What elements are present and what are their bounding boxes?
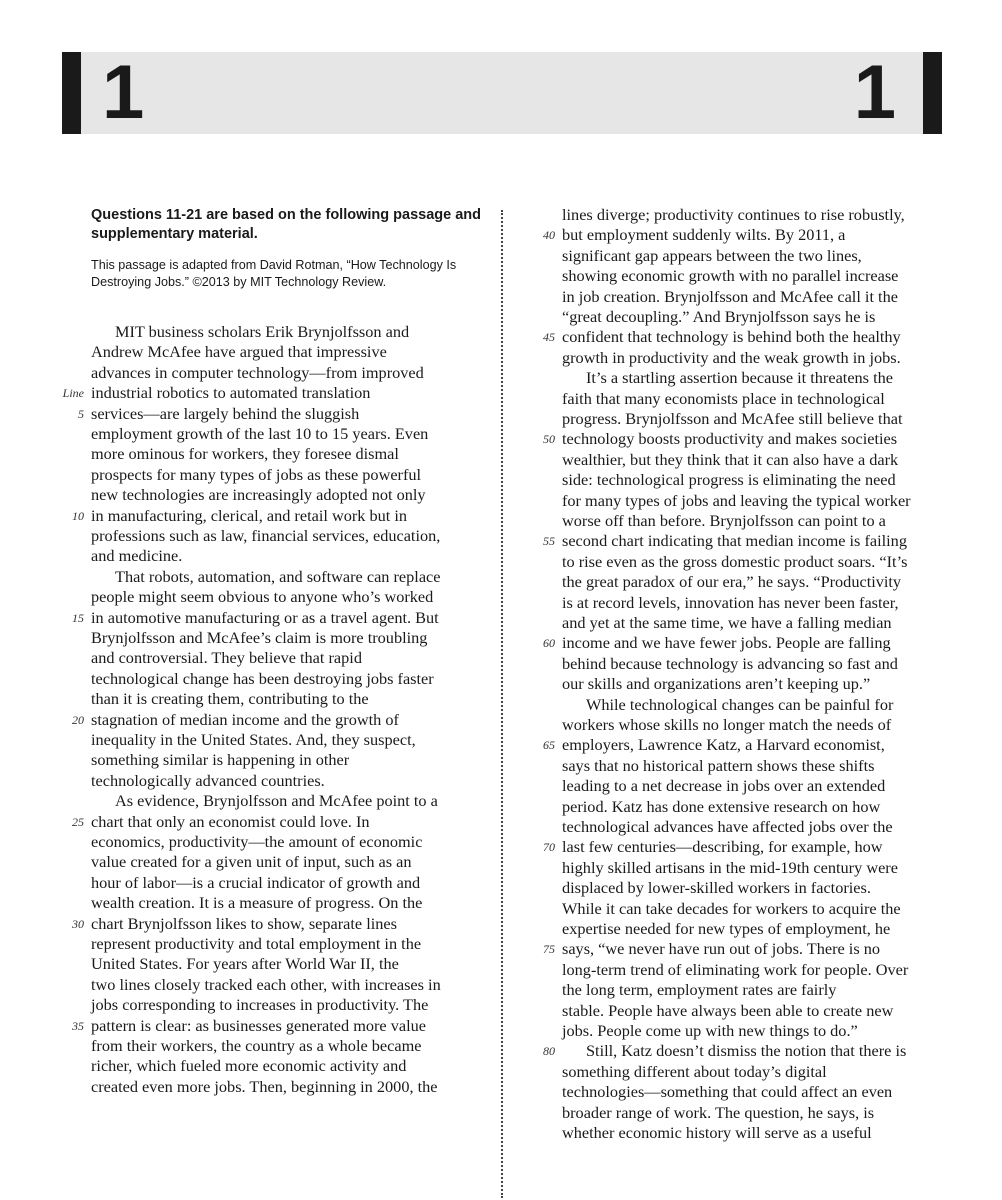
passage-line: income and we have fewer jobs. People are falling [562, 633, 891, 653]
questions-heading: Questions 11-21 are based on the following passage and supplementary material. [91, 207, 481, 242]
passage-line: workers whose skills no longer match the needs of [562, 715, 892, 734]
passage-line: and yet at the same time, we have a falling median [562, 613, 892, 632]
passage-line: period. Katz has done extensive research on how [562, 796, 881, 816]
passage-line: services—are largely behind the sluggish [91, 403, 360, 423]
passage-line: inequality in the United States. And, they suspect, [91, 730, 416, 749]
passage-line: two lines closely tracked each other, with increases in [91, 974, 441, 994]
passage-line: advances in computer technology—from improved [91, 362, 424, 382]
passage-line: employers, Lawrence Katz, a Harvard economist, [562, 735, 885, 755]
passage-line: faith that many economists place in technological [562, 388, 885, 408]
passage-line: technology boosts productivity and makes societies [562, 429, 898, 449]
passage-line: something different about today’s digital [562, 1061, 827, 1081]
passage-line: confident that technology is behind both the healthy [562, 327, 901, 347]
passage-line: second chart indicating that median income is failing [562, 531, 907, 551]
section-number-right: 1 [853, 50, 896, 135]
passage-line: As evidence, Brynjolfsson and McAfee point to a [115, 791, 438, 811]
section-number-left: 1 [102, 50, 145, 135]
passage-line: the great paradox of our era,” he says. “Productivity [562, 572, 902, 592]
passage-line: progress. Brynjolfsson and McAfee still believe that [562, 409, 903, 428]
passage-line: economics, productivity—the amount of economic [91, 832, 423, 851]
passage-line: chart Brynjolfsson likes to show, separate lines [91, 913, 397, 933]
passage-line: wealth creation. It is a measure of progress. On the [91, 893, 423, 913]
passage-line: created even more jobs. Then, beginning in 2000, the [91, 1076, 438, 1096]
passage-line: displaced by lower-skilled workers in factories. [562, 878, 871, 898]
passage-line: That robots, automation, and software can replace [115, 566, 441, 586]
passage-line: jobs corresponding to increases in productivity. The [91, 995, 429, 1015]
line-number: 15 [72, 610, 84, 625]
passage-line: side: technological progress is eliminating the need [562, 470, 896, 490]
section-header-band [62, 52, 942, 134]
passage-line: hour of labor—is a crucial indicator of growth and [91, 872, 421, 892]
passage-line: represent productivity and total employment in the [91, 934, 422, 953]
line-number: 30 [72, 916, 84, 931]
line-number: 65 [543, 738, 555, 753]
line-label: Line [62, 386, 84, 401]
passage-line: significant gap appears between the two lines, [562, 245, 862, 265]
passage-line: While technological changes can be painful for [586, 694, 894, 714]
passage-line: lines diverge; productivity continues to rise robustly, [562, 205, 905, 224]
section-marker-left [62, 52, 81, 134]
passage-line: MIT business scholars Erik Brynjolfsson and [115, 322, 410, 341]
passage-line: Brynjolfsson and McAfee’s claim is more troubling [91, 628, 428, 647]
passage-line: but employment suddenly wilts. By 2011, a [562, 225, 846, 245]
passage-line: in manufacturing, clerical, and retail work but in [91, 505, 408, 525]
passage-line: technological advances have affected jobs over the [562, 817, 893, 836]
passage-line: Andrew McAfee have argued that impressive [91, 342, 387, 362]
passage-line: pattern is clear: as businesses generated more value [91, 1015, 426, 1035]
passage-line: prospects for many types of jobs as these powerful [91, 464, 422, 484]
passage-line: United States. For years after World War II, the [91, 954, 399, 974]
passage-line: our skills and organizations aren’t keeping up.” [562, 674, 871, 694]
column-divider [501, 210, 503, 1198]
passage-line: leading to a net decrease in jobs over an extended [562, 776, 886, 796]
passage-line: long-term trend of eliminating work for people. Over [562, 959, 909, 979]
passage-line: It’s a startling assertion because it threatens the [586, 368, 893, 388]
passage-line: more ominous for workers, they foresee dismal [91, 444, 399, 464]
passage-line: professions such as law, financial services, education, [91, 526, 441, 545]
passage-line: worse off than before. Brynjolfsson can point to a [562, 511, 886, 530]
passage-line: broader range of work. The question, he says, is [562, 1102, 875, 1122]
passage-line: showing economic growth with no parallel increase [562, 266, 899, 286]
passage-line: for many types of jobs and leaving the typical worker [562, 490, 911, 510]
line-number: 5 [78, 406, 84, 421]
line-number: 45 [543, 330, 555, 345]
passage-line: technological change has been destroying jobs faster [91, 668, 434, 688]
section-marker-right [923, 52, 942, 134]
source-note: This passage is adapted from David Rotman, “How Technology Is Destroying Jobs.” ©2013 by MIT Technology Review. [91, 258, 457, 289]
passage-line: says, “we never have run out of jobs. There is no [562, 939, 881, 959]
passage-line: chart that only an economist could love. In [91, 811, 370, 831]
passage-line: the long term, employment rates are fairly [562, 980, 837, 1000]
line-number: 75 [543, 942, 555, 957]
passage-line: jobs. People come up with new things to do.” [562, 1021, 858, 1040]
line-number: 60 [543, 636, 555, 651]
passage-line: growth in productivity and the weak growth in jobs. [562, 347, 901, 367]
line-number: 35 [72, 1018, 84, 1033]
line-number: 25 [72, 814, 84, 829]
passage-line: value created for a given unit of input, such as an [91, 852, 412, 872]
line-number: 10 [72, 508, 84, 523]
passage-line: last few centuries—describing, for example, how [562, 837, 883, 857]
passage-line: While it can take decades for workers to acquire the [562, 898, 901, 918]
line-number: 20 [72, 712, 84, 727]
passage-line: technologically advanced countries. [91, 770, 325, 790]
line-number: 55 [543, 534, 555, 549]
passage-line: than it is creating them, contributing to the [91, 689, 369, 709]
passage-line: says that no historical pattern shows these shifts [562, 755, 875, 775]
line-number: 80 [543, 1044, 555, 1059]
passage-line: people might seem obvious to anyone who’s worked [91, 587, 434, 607]
line-number: 50 [543, 432, 555, 447]
passage-line: behind because technology is advancing so fast and [562, 653, 898, 673]
passage-line: whether economic history will serve as a useful [562, 1123, 872, 1142]
passage-line: stagnation of median income and the growth of [91, 709, 399, 729]
passage-line: in job creation. Brynjolfsson and McAfee call it the [562, 286, 898, 306]
passage-line: Still, Katz doesn’t dismiss the notion that there is [586, 1041, 907, 1061]
passage-line: from their workers, the country as a whole became [91, 1036, 422, 1055]
passage-line: stable. People have always been able to create new [562, 1000, 894, 1020]
passage-line: and medicine. [91, 546, 183, 566]
passage-line: something similar is happening in other [91, 750, 350, 770]
passage-line: wealthier, but they think that it can also have a dark [562, 449, 899, 469]
passage-line: richer, which fueled more economic activity and [91, 1056, 407, 1076]
passage-line: new technologies are increasingly adopted not only [91, 485, 426, 505]
passage-line: “great decoupling.” And Brynjolfsson says he is [562, 307, 876, 326]
passage-line: expertise needed for new types of employment, he [562, 919, 891, 938]
passage-line: industrial robotics to automated translation [91, 383, 371, 403]
line-number: 70 [543, 840, 555, 855]
passage-line: is at record levels, innovation has never been faster, [562, 592, 899, 612]
passage-line: to rise even as the gross domestic product soars. “It’s [562, 551, 908, 571]
line-number: 40 [543, 228, 555, 243]
passage-line: technologies—something that could affect an even [562, 1082, 893, 1102]
passage-line: highly skilled artisans in the mid-19th century were [562, 857, 898, 877]
passage-line: and controversial. They believe that rapid [91, 648, 362, 668]
passage-line: in automotive manufacturing or as a travel agent. But [91, 607, 439, 627]
passage-line: employment growth of the last 10 to 15 years. Even [91, 424, 429, 443]
